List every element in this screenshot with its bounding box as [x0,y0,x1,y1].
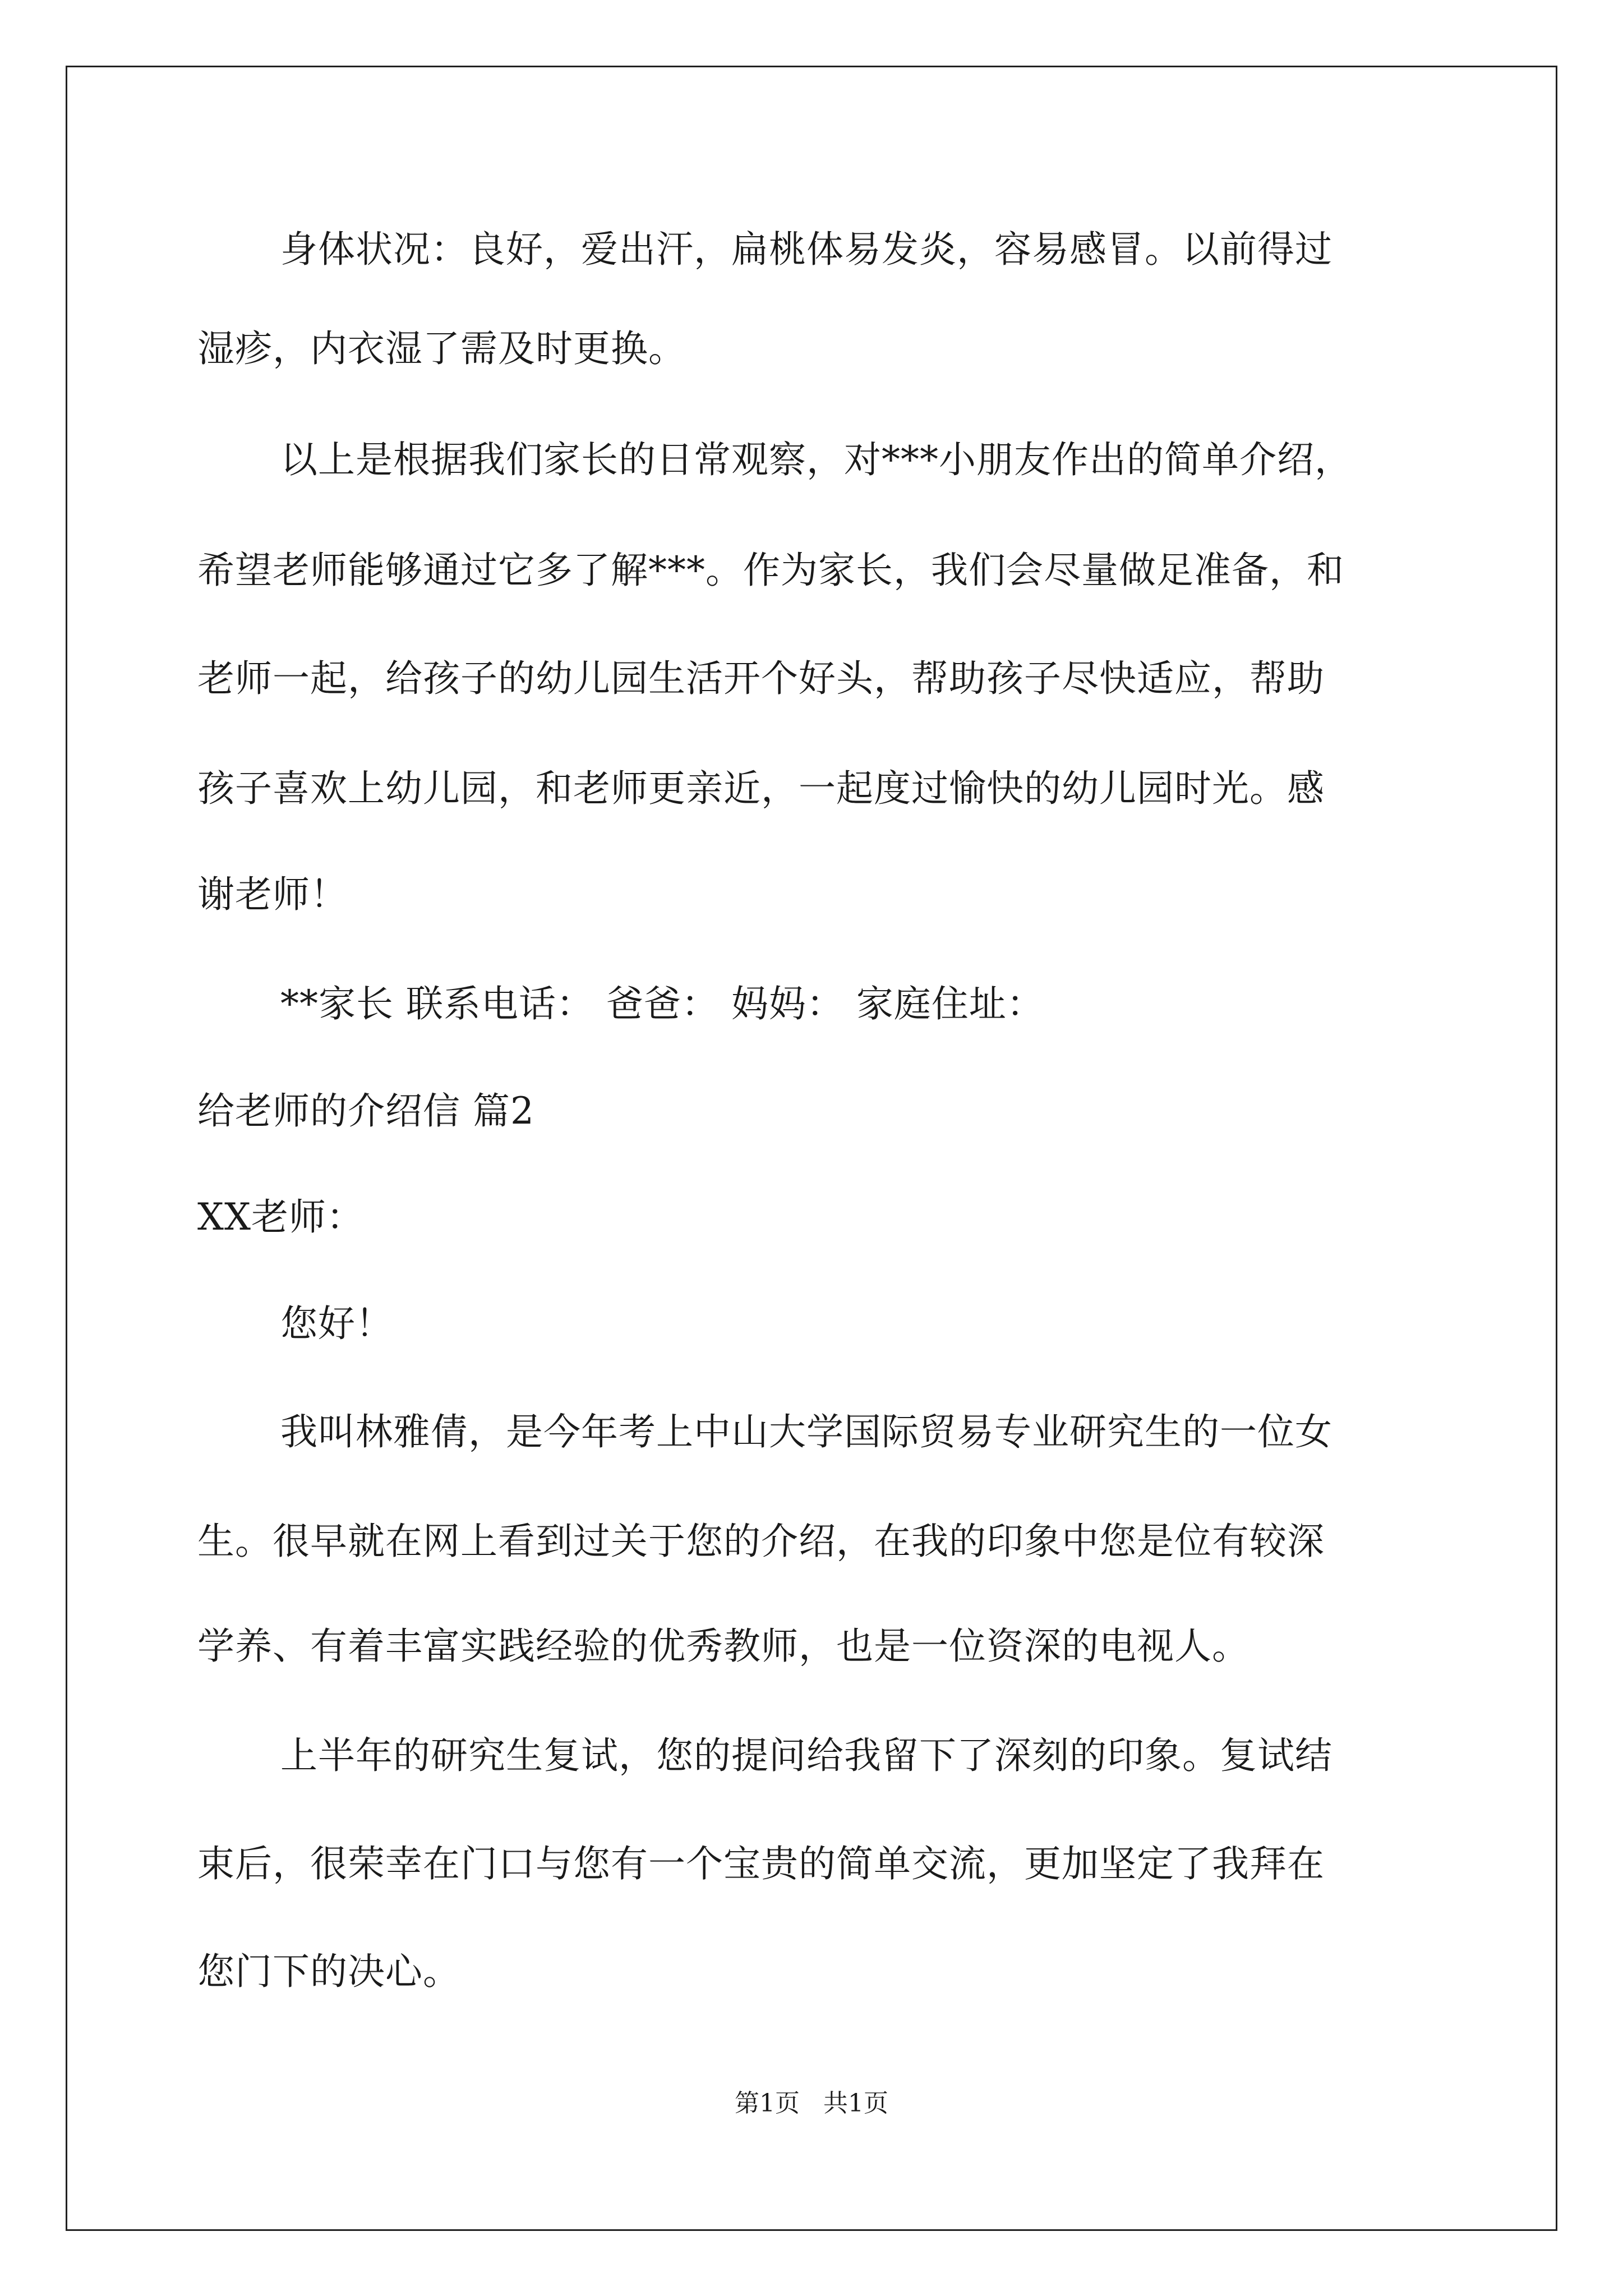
greeting: 您好！ [280,1302,393,1345]
paragraph-line: 老师一起，给孩子的幼儿园生活开个好头，帮助孩子尽快适应，帮助 [197,657,1325,700]
paragraph-line: 生。很早就在网上看到过关于您的介绍，在我的印象中您是位有较深 [197,1520,1325,1563]
paragraph-line: 上半年的研究生复试，您的提问给我留下了深刻的印象。复试结 [280,1734,1332,1777]
paragraph-line: 希望老师能够通过它多了解***。作为家长，我们会尽量做足准备，和 [197,549,1344,592]
page-border [66,66,1557,2231]
section-heading: 给老师的介绍信 篇2 [197,1089,534,1133]
page-footer: 第1页 共1页 [735,2089,888,2118]
paragraph-line: 束后，很荣幸在门口与您有一个宝贵的简单交流，更加坚定了我拜在 [197,1842,1325,1885]
contact-line: **家长 联系电话： 爸爸： 妈妈： 家庭住址： [280,982,1044,1025]
paragraph-line: 身体状况：良好，爱出汗，扁桃体易发炎，容易感冒。以前得过 [280,228,1332,271]
salutation: XX老师： [197,1195,364,1239]
paragraph-line: 学养、有着丰富实践经验的优秀教师，也是一位资深的电视人。 [197,1625,1249,1668]
paragraph-line: 您门下的决心。 [197,1950,460,1993]
paragraph-line: 以上是根据我们家长的日常观察，对***小朋友作出的简单介绍， [280,438,1352,481]
paragraph-line: 谢老师！ [197,873,348,916]
paragraph-line: 湿疹，内衣湿了需及时更换。 [197,327,686,370]
paragraph-line: 我叫林雅倩，是今年考上中山大学国际贸易专业研究生的一位女 [280,1410,1332,1453]
paragraph-line: 孩子喜欢上幼儿园，和老师更亲近，一起度过愉快的幼儿园时光。感 [197,767,1325,810]
